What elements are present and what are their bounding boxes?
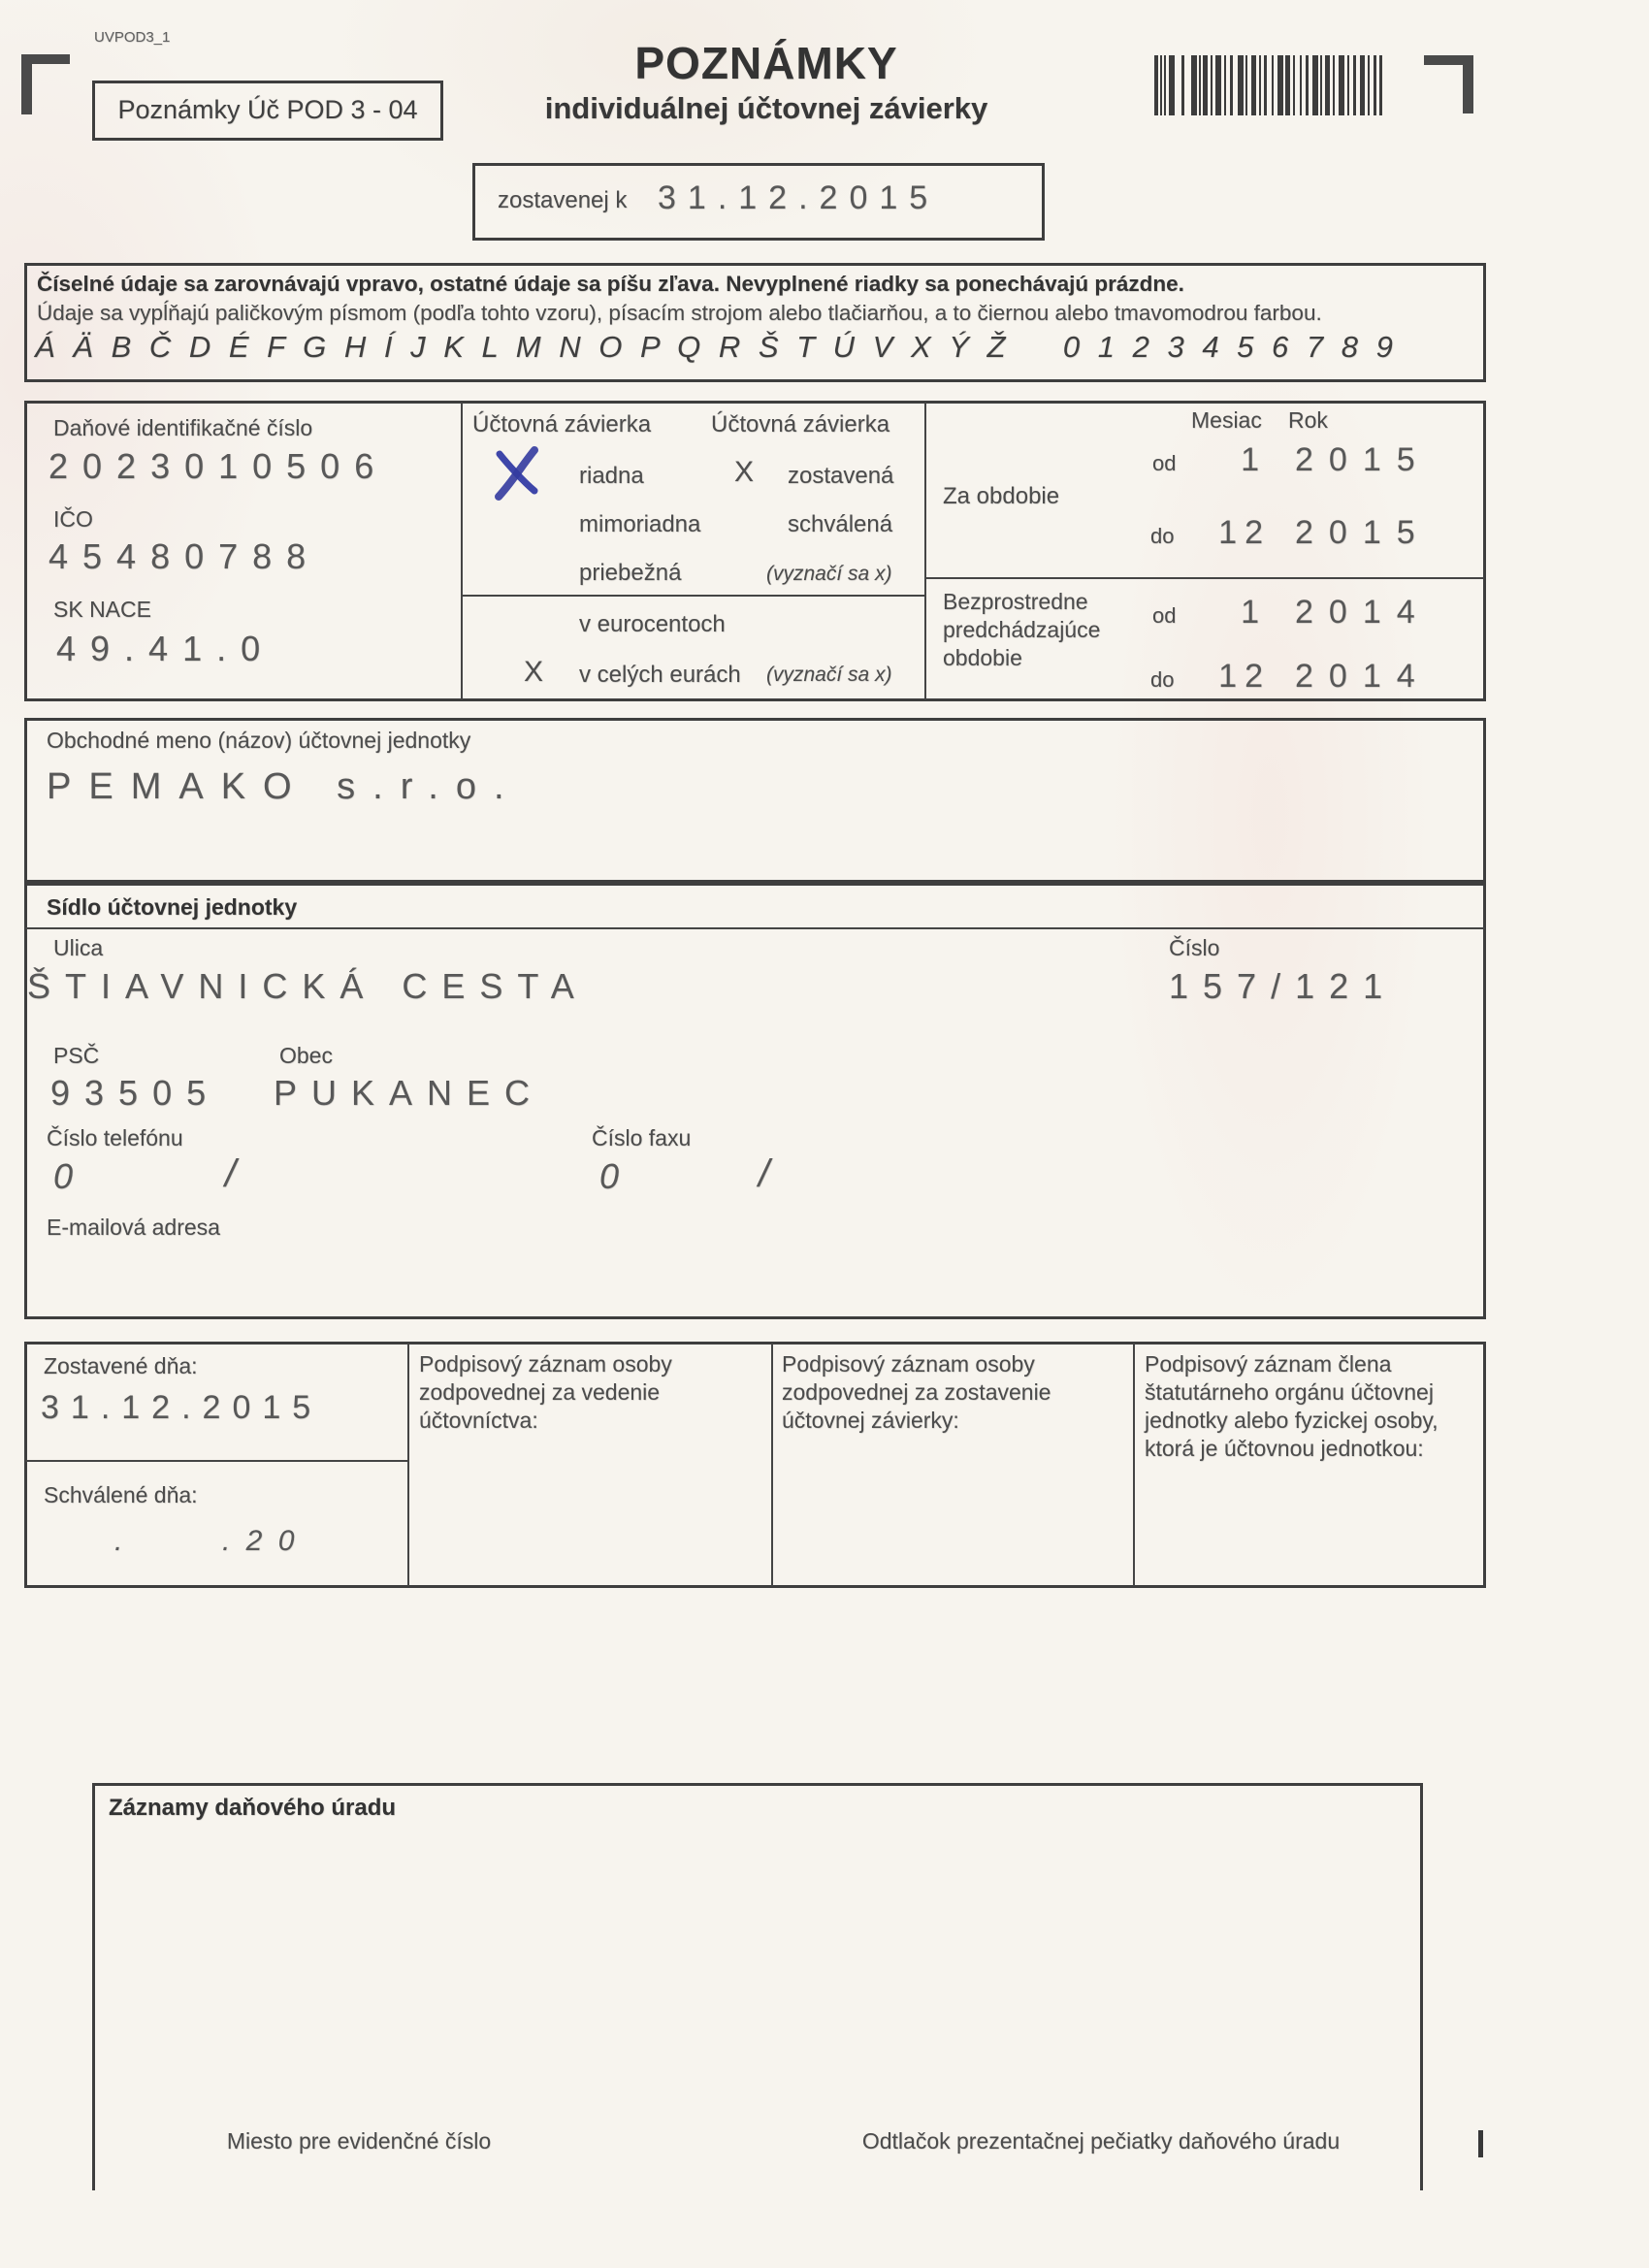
prev-od-rok: 2014	[1295, 594, 1431, 631]
sknace-value: 49.41.0	[56, 629, 275, 668]
crop-mark-top-left-icon	[21, 54, 70, 114]
prev-do-mesiac: 12	[1218, 658, 1271, 695]
form-id-label: UVPOD3_1	[94, 29, 171, 46]
sample-alphabet: Á Ä B Č D É F G H Í J K L M N O P Q R Š T Ú V X Ý Ž 0 1 2 3 4 5 6 7 8 9	[35, 330, 1398, 364]
option-zostavena: zostavená	[788, 463, 894, 489]
prev-period-label: Bezprostredne predchádzajúce obdobie	[943, 589, 1101, 670]
units-note: (vyznačí sa x)	[766, 664, 892, 686]
option-riadna: riadna	[579, 463, 644, 489]
form-code-label: Poznámky Úč POD 3 - 04	[117, 95, 418, 124]
crop-mark-top-right-icon	[1424, 55, 1473, 113]
od-label: od	[1152, 451, 1177, 475]
handwritten-x-icon	[490, 442, 546, 502]
street-value: ŠTIAVNICKÁ CESTA	[27, 966, 589, 1006]
do-label-prev: do	[1150, 667, 1175, 692]
barcode-icon	[1154, 55, 1382, 115]
ico-label: IČO	[53, 506, 93, 532]
phone-separator: /	[225, 1152, 251, 1195]
signature-col-statutory: Podpisový záznam člena štatutárneho orgánu účtovnej jednotky alebo fyzickej osoby, ktorá je účtovnou jednotkou:	[1145, 1351, 1439, 1461]
zostavena-mark: X	[734, 456, 755, 488]
divider	[462, 595, 924, 597]
cur-do-rok: 2015	[1295, 514, 1431, 551]
address-box	[24, 883, 1486, 1319]
rok-label: Rok	[1288, 407, 1328, 433]
cur-od-mesiac: 1	[1241, 441, 1271, 478]
option-eurocenty: v eurocentoch	[579, 611, 726, 637]
fax-value: 0	[599, 1156, 634, 1196]
cur-do-mesiac: 12	[1218, 514, 1271, 551]
divider	[924, 403, 926, 699]
fax-label: Číslo faxu	[592, 1125, 692, 1150]
company-label: Obchodné meno (názov) účtovnej jednotky	[47, 728, 471, 753]
form-code-box	[92, 81, 443, 141]
obec-label: Obec	[279, 1043, 333, 1068]
print-tick-mark	[1478, 2130, 1483, 2157]
fax-separator: /	[759, 1152, 785, 1195]
option-priebezna: priebežná	[579, 560, 682, 586]
tax-office-right-caption: Odtlačok prezentačnej pečiatky daňového úradu	[861, 2128, 1341, 2154]
sknace-label: SK NACE	[53, 597, 151, 622]
do-label: do	[1150, 524, 1175, 548]
divider	[25, 1460, 407, 1462]
zostavene-label: Zostavené dňa:	[44, 1353, 198, 1378]
signature-col-statements: Podpisový záznam osoby zodpovednej za zostavenie účtovnej závierky:	[782, 1351, 1051, 1433]
psc-label: PSČ	[53, 1043, 100, 1068]
zavierka-note: (vyznačí sa x)	[766, 563, 892, 585]
divider	[25, 927, 1485, 929]
phone-label: Číslo telefónu	[47, 1125, 183, 1150]
eura-mark: X	[524, 656, 544, 688]
page-subtitle: individuálnej účtovnej závierky	[544, 91, 988, 125]
zavierka-header-left: Účtovná závierka	[472, 411, 652, 437]
instruction-line-1: Číselné údaje sa zarovnávajú vpravo, ostatné údaje sa píšu zľava. Nevyplnené riadky sa ponechávajú prázdne.	[37, 272, 1184, 296]
address-section-label: Sídlo účtovnej jednotky	[47, 894, 298, 920]
option-mimoriadna: mimoriadna	[579, 511, 701, 537]
divider	[461, 403, 463, 699]
street-label: Ulica	[53, 935, 104, 960]
instruction-line-2: Údaje sa vypĺňajú paličkovým písmom (podľa tohto vzoru), písacím strojom alebo tlačiarňou, a to čiernou alebo tmavomodrou farbou.	[37, 301, 1322, 325]
schvalene-value: . . 2 0	[114, 1525, 299, 1557]
number-label: Číslo	[1169, 935, 1220, 960]
cur-od-rok: 2015	[1295, 441, 1431, 478]
psc-value: 93505	[50, 1073, 221, 1113]
divider	[1133, 1344, 1135, 1586]
mesiac-label: Mesiac	[1191, 407, 1262, 433]
phone-value: 0	[53, 1156, 88, 1196]
signature-col-bookkeeping: Podpisový záznam osoby zodpovednej za vedenie účtovníctva:	[419, 1351, 672, 1433]
option-schvalena: schválená	[788, 511, 893, 537]
company-value: PEMAKO s.r.o.	[47, 766, 522, 807]
prev-od-mesiac: 1	[1241, 594, 1271, 631]
obec-value: PUKANEC	[274, 1073, 545, 1113]
email-label: E-mailová adresa	[47, 1215, 220, 1240]
zostavene-value: 31.12.2015	[41, 1389, 323, 1426]
ico-value: 45480788	[48, 536, 321, 576]
tax-office-header: Záznamy daňového úradu	[109, 1795, 397, 1821]
divider	[925, 577, 1484, 579]
option-eura: v celých eurách	[579, 662, 741, 688]
od-label-prev: od	[1152, 603, 1177, 628]
prev-do-rok: 2014	[1295, 658, 1431, 695]
divider	[771, 1344, 773, 1586]
dic-value: 2023010506	[48, 446, 389, 486]
page-title: POZNÁMKY	[634, 38, 898, 88]
dic-label: Daňové identifikačné číslo	[53, 415, 313, 440]
zavierka-header-right: Účtovná závierka	[711, 411, 890, 437]
asof-value: 31.12.2015	[658, 179, 940, 216]
schvalene-label: Schválené dňa:	[44, 1482, 198, 1507]
asof-label: zostavenej k	[498, 187, 628, 213]
tax-office-left-caption: Miesto pre evidenčné číslo	[226, 2128, 492, 2154]
divider	[407, 1344, 409, 1586]
number-value: 157/121	[1169, 966, 1398, 1006]
za-obdobie-label: Za obdobie	[943, 483, 1060, 509]
